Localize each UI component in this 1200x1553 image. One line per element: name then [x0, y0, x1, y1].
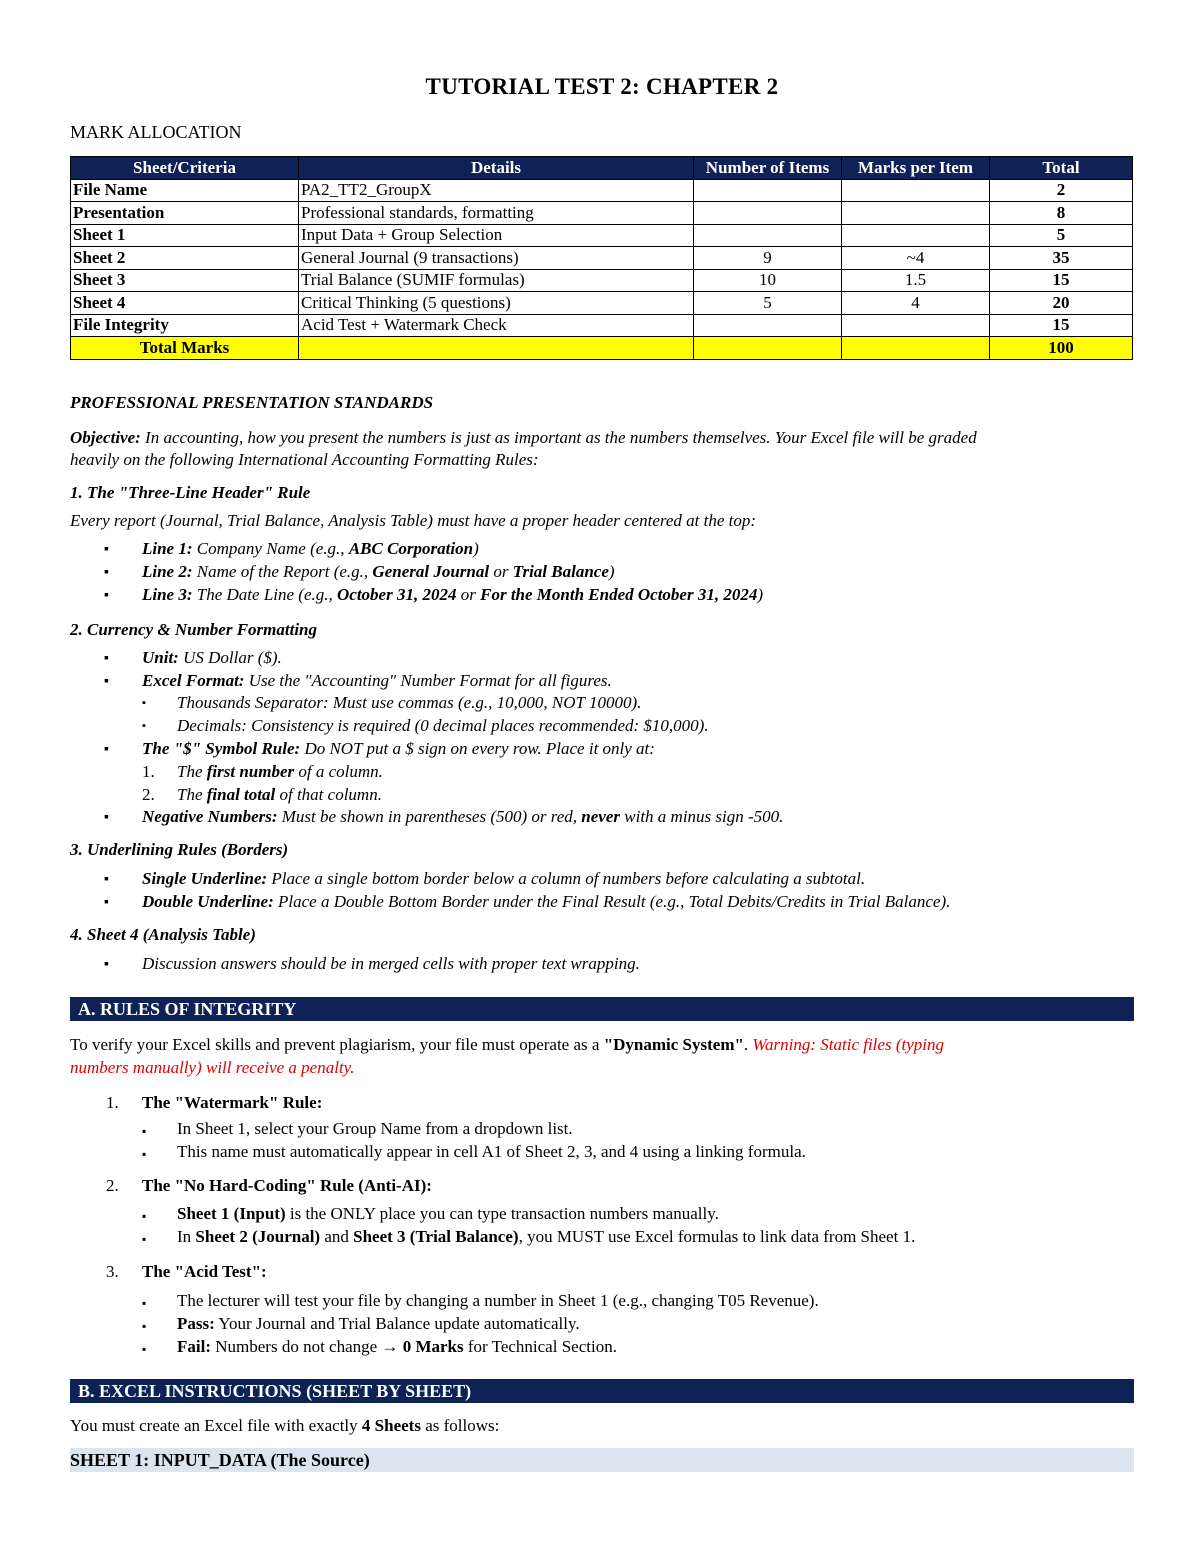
details-cell: General Journal (9 transactions)	[299, 247, 694, 270]
bullet-icon: ▪	[104, 588, 109, 603]
header-cell: Total	[990, 157, 1133, 180]
numbered-marker: 2.	[142, 785, 155, 804]
bullet-icon: ▪	[104, 895, 109, 910]
section-a-banner: A. RULES OF INTEGRITY	[70, 997, 1134, 1021]
total-cell: 20	[990, 292, 1133, 315]
empty-cell	[299, 337, 694, 360]
section-a-intro: To verify your Excel skills and prevent plagiarism, your file must operate as a "Dynamic System". Warning: Static files (typing numbers manually) will receive a penalty.	[70, 1035, 944, 1077]
bullet-icon: ▪	[104, 542, 109, 557]
rule-title: The "No Hard-Coding" Rule (Anti-AI):	[142, 1176, 432, 1195]
bullet-icon: ▪	[104, 742, 109, 757]
empty-cell	[694, 337, 842, 360]
criteria-cell: Sheet 2	[71, 247, 299, 270]
list-item: Pass: Your Journal and Trial Balance update automatically.	[177, 1314, 580, 1333]
header-cell: Number of Items	[694, 157, 842, 180]
mark-allocation-table	[70, 156, 1133, 360]
bullet-icon: ▪	[142, 1342, 147, 1356]
details-cell: PA2_TT2_GroupX	[299, 179, 694, 202]
bullet-icon: ▪	[104, 651, 109, 666]
table-row	[71, 292, 1133, 315]
section-b-intro: You must create an Excel file with exactly 4 Sheets as follows:	[70, 1416, 500, 1435]
table-row	[71, 247, 1133, 270]
numbered-marker: 1.	[142, 762, 155, 781]
items-cell	[694, 202, 842, 225]
objective-text-cont: heavily on the following International Accounting Formatting Rules:	[70, 450, 539, 469]
criteria-cell: File Name	[71, 179, 299, 202]
marks-cell: 4	[842, 292, 990, 315]
section-2-heading: 2. Currency & Number Formatting	[70, 620, 318, 639]
bullet-icon: ▪	[104, 957, 109, 972]
total-marks-label: Total Marks	[71, 337, 299, 360]
details-cell: Professional standards, formatting	[299, 202, 694, 225]
total-cell: 15	[990, 314, 1133, 337]
empty-cell	[842, 337, 990, 360]
table-row	[71, 269, 1133, 292]
items-cell: 9	[694, 247, 842, 270]
table-header-row	[71, 157, 1133, 180]
items-cell	[694, 179, 842, 202]
list-item: Fail: Numbers do not change → 0 Marks for Technical Section.	[177, 1337, 617, 1356]
marks-cell	[842, 224, 990, 247]
total-marks-row	[71, 337, 1133, 360]
list-item: Unit: US Dollar ($).	[142, 648, 282, 667]
warning-text: Warning: Static files (typing	[752, 1035, 944, 1054]
list-item: Negative Numbers: Must be shown in parentheses (500) or red, never with a minus sign -500.	[142, 807, 784, 826]
list-item: In Sheet 1, select your Group Name from a dropdown list.	[177, 1119, 573, 1138]
section-1-intro: Every report (Journal, Trial Balance, Analysis Table) must have a proper header centered at the top:	[70, 511, 757, 530]
objective-text: In accounting, how you present the numbers is just as important as the numbers themselves. Your Excel file will be graded	[145, 428, 977, 447]
table-row	[71, 202, 1133, 225]
details-cell: Critical Thinking (5 questions)	[299, 292, 694, 315]
mark-allocation-label: MARK ALLOCATION	[70, 122, 242, 142]
bullet-icon: ▪	[142, 1147, 147, 1161]
marks-cell: 1.5	[842, 269, 990, 292]
details-cell: Trial Balance (SUMIF formulas)	[299, 269, 694, 292]
numbered-marker: 1.	[106, 1093, 119, 1112]
criteria-cell: Sheet 3	[71, 269, 299, 292]
criteria-cell: File Integrity	[71, 314, 299, 337]
numbered-item: The final total of that column.	[177, 785, 382, 804]
details-cell: Acid Test + Watermark Check	[299, 314, 694, 337]
list-item: Line 3: The Date Line (e.g., October 31, 2024 or For the Month Ended October 31, 2024)	[142, 585, 764, 604]
marks-cell: ~4	[842, 247, 990, 270]
bullet-icon: ▪	[104, 565, 109, 580]
pps-objective	[70, 427, 1134, 471]
list-item: The "$" Symbol Rule: Do NOT put a $ sign on every row. Place it only at:	[142, 739, 655, 758]
sub-list-item: Thousands Separator: Must use commas (e.g., 10,000, NOT 10000).	[177, 693, 642, 712]
numbered-item: The first number of a column.	[177, 762, 383, 781]
rule-title: The "Watermark" Rule:	[142, 1093, 323, 1112]
total-cell: 35	[990, 247, 1133, 270]
warning-text-cont: numbers manually) will receive a penalty.	[70, 1058, 355, 1077]
table-row	[71, 314, 1133, 337]
list-item: Double Underline: Place a Double Bottom Border under the Final Result (e.g., Total Debits/Credits in Trial Balance).	[142, 892, 951, 911]
total-cell: 8	[990, 202, 1133, 225]
items-cell	[694, 224, 842, 247]
section-3-heading: 3. Underlining Rules (Borders)	[70, 840, 289, 859]
objective-label: Objective:	[70, 428, 141, 447]
list-item: The lecturer will test your file by changing a number in Sheet 1 (e.g., changing T05 Revenue).	[177, 1291, 819, 1310]
numbered-marker: 3.	[106, 1262, 119, 1281]
sub-list-item: Decimals: Consistency is required (0 decimal places recommended: $10,000).	[177, 716, 709, 735]
total-marks-value: 100	[990, 337, 1133, 360]
items-cell	[694, 314, 842, 337]
total-cell: 2	[990, 179, 1133, 202]
list-item: Line 2: Name of the Report (e.g., General Journal or Trial Balance)	[142, 562, 615, 581]
bullet-icon: ▪	[142, 1232, 147, 1246]
sheet-1-heading: SHEET 1: INPUT_DATA (The Source)	[70, 1448, 1134, 1472]
table-row	[71, 179, 1133, 202]
sub-bullet-icon: ▪	[142, 697, 146, 709]
sub-bullet-icon: ▪	[142, 720, 146, 732]
header-cell: Sheet/Criteria	[71, 157, 299, 180]
section-4-heading: 4. Sheet 4 (Analysis Table)	[70, 925, 256, 944]
list-item: Sheet 1 (Input) is the ONLY place you can type transaction numbers manually.	[177, 1204, 719, 1223]
marks-cell	[842, 314, 990, 337]
criteria-cell: Sheet 4	[71, 292, 299, 315]
list-item: Excel Format: Use the "Accounting" Number Format for all figures.	[142, 671, 612, 690]
details-cell: Input Data + Group Selection	[299, 224, 694, 247]
criteria-cell: Presentation	[71, 202, 299, 225]
page-title: TUTORIAL TEST 2: CHAPTER 2	[425, 74, 779, 99]
list-item: This name must automatically appear in cell A1 of Sheet 2, 3, and 4 using a linking formula.	[177, 1142, 806, 1161]
bullet-icon: ▪	[142, 1296, 147, 1310]
bullet-icon: ▪	[142, 1209, 147, 1223]
table-row	[71, 224, 1133, 247]
marks-cell	[842, 202, 990, 225]
section-1-heading: 1. The "Three-Line Header" Rule	[70, 483, 311, 502]
items-cell: 5	[694, 292, 842, 315]
bullet-icon: ▪	[142, 1124, 147, 1138]
numbered-marker: 2.	[106, 1176, 119, 1195]
pps-heading: PROFESSIONAL PRESENTATION STANDARDS	[70, 393, 434, 412]
header-cell: Details	[299, 157, 694, 180]
bullet-icon: ▪	[104, 810, 109, 825]
list-item: Single Underline: Place a single bottom border below a column of numbers before calculating a subtotal.	[142, 869, 866, 888]
total-cell: 5	[990, 224, 1133, 247]
marks-cell	[842, 179, 990, 202]
rule-title: The "Acid Test":	[142, 1262, 267, 1281]
list-item: In Sheet 2 (Journal) and Sheet 3 (Trial Balance), you MUST use Excel formulas to link data from Sheet 1.	[177, 1227, 916, 1246]
criteria-cell: Sheet 1	[71, 224, 299, 247]
bullet-icon: ▪	[104, 872, 109, 887]
bullet-icon: ▪	[142, 1319, 147, 1333]
list-item: Line 1: Company Name (e.g., ABC Corporation)	[142, 539, 479, 558]
header-cell: Marks per Item	[842, 157, 990, 180]
list-item: Discussion answers should be in merged cells with proper text wrapping.	[142, 954, 640, 973]
items-cell: 10	[694, 269, 842, 292]
bullet-icon: ▪	[104, 674, 109, 689]
section-b-banner: B. EXCEL INSTRUCTIONS (SHEET BY SHEET)	[70, 1379, 1134, 1403]
total-cell: 15	[990, 269, 1133, 292]
